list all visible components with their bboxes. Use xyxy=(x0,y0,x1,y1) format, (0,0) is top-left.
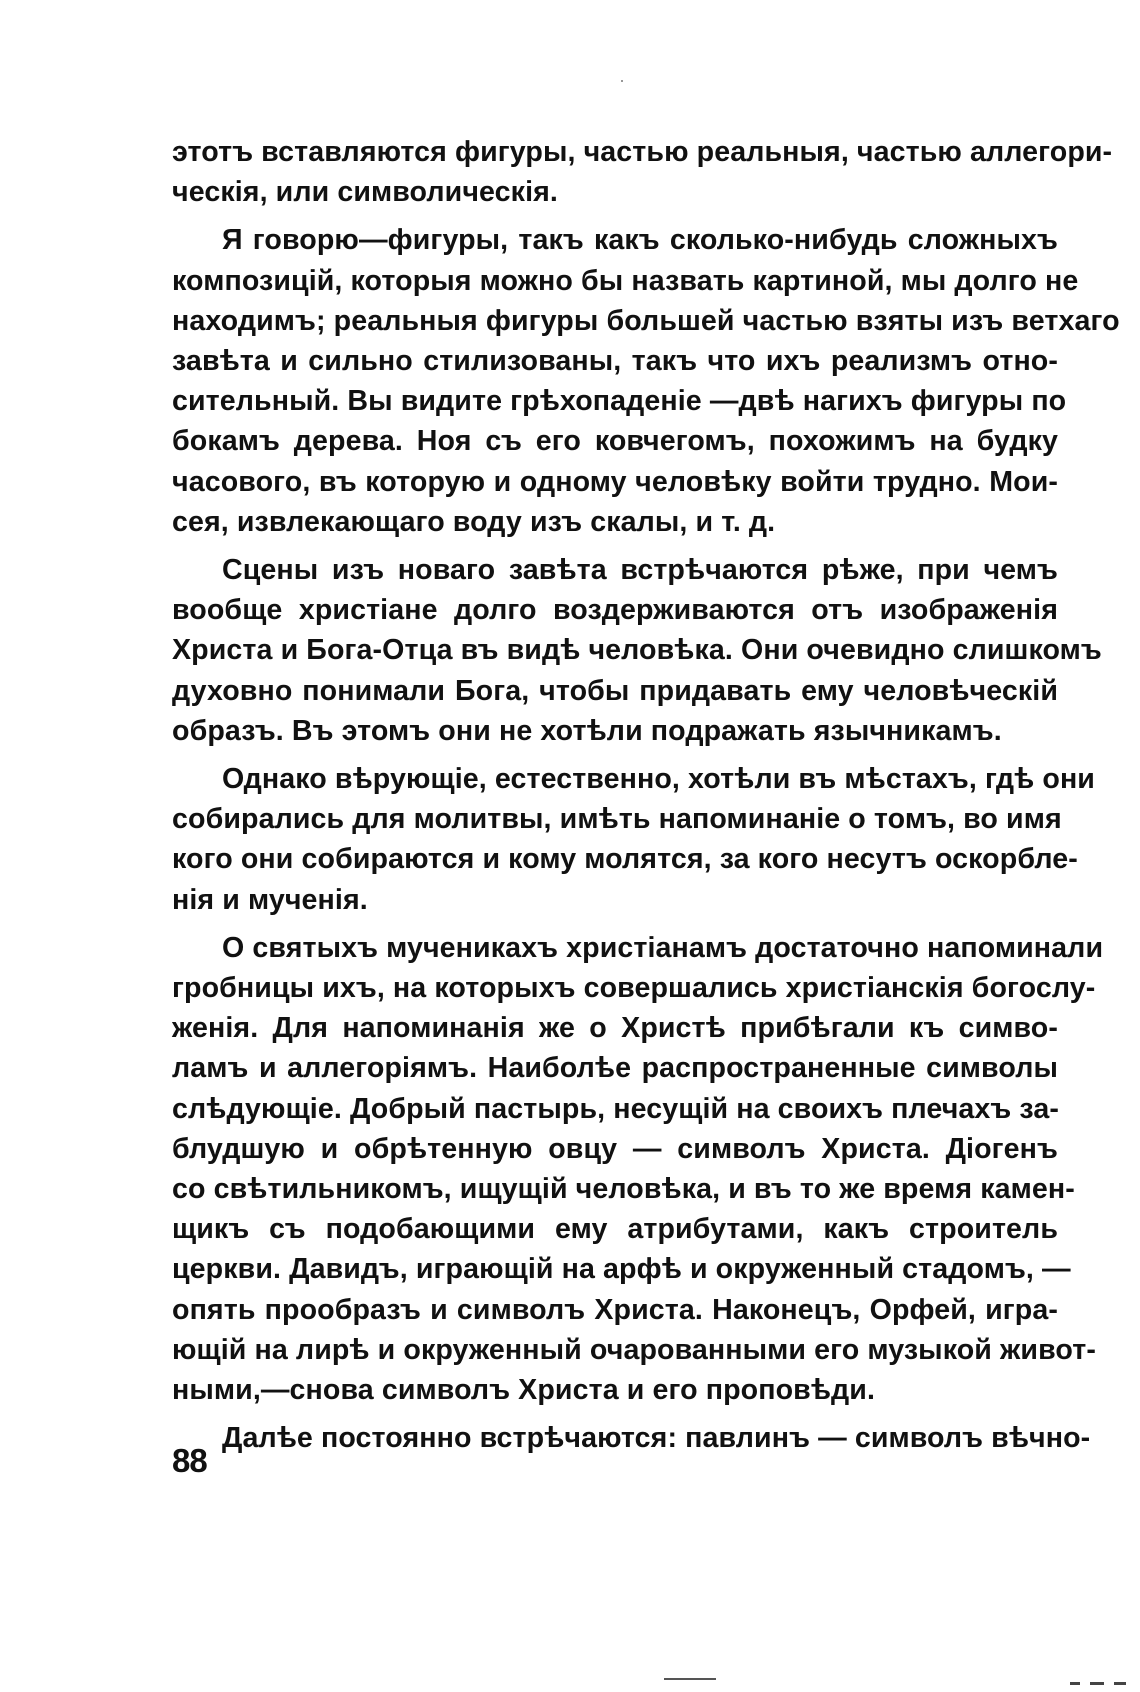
paragraph xyxy=(172,550,1102,751)
text-line: образъ. Въ этомъ они не хотѣли подражать язычникамъ. xyxy=(172,714,1002,747)
text-line: сея, извлекающаго воду изъ скалы, и т. д. xyxy=(172,505,776,538)
scan-mark-dash xyxy=(1090,1682,1104,1685)
text-line: Однако вѣрующіе, естественно, хотѣли въ мѣстахъ, гдѣ они xyxy=(222,763,1095,796)
text-line: нія и мученія. xyxy=(172,883,368,916)
paragraph xyxy=(172,1418,1091,1458)
text-line: собирались для молитвы, имѣть напоминаніе о томъ, во имя xyxy=(172,803,1062,836)
text-line: находимъ; реальныя фигуры большей частью взяты изъ ветхаго xyxy=(172,304,1120,337)
scan-mark-dash xyxy=(1114,1682,1126,1685)
text-line: ными,—снова символъ Христа и его проповѣди. xyxy=(172,1374,876,1407)
text-line: О святыхъ мученикахъ христіанамъ достаточно напоминали xyxy=(222,931,1104,964)
text-line: Христа и Бога-Отца въ видѣ человѣка. Они очевидно слишкомъ xyxy=(172,634,1102,667)
scan-mark-line xyxy=(664,1678,716,1680)
text-line: блудшую и обрѣтенную овцу — символъ Христа. Діогенъ xyxy=(172,1132,1058,1165)
text-line: ламъ и аллегоріямъ. Наиболѣе распространенные символы xyxy=(172,1052,1058,1085)
body-text xyxy=(172,132,1120,1459)
paragraph xyxy=(172,928,1104,1410)
paragraph xyxy=(172,220,1120,542)
text-line: духовно понимали Бога, чтобы придавать ему человѣческій xyxy=(172,674,1058,707)
text-line: ющій на лирѣ и окруженный очарованными его музыкой живот- xyxy=(172,1333,1096,1366)
text-line: бокамъ дерева. Ноя съ его ковчегомъ, похожимъ на будку xyxy=(172,425,1058,458)
text-line: Я говорю—фигуры, такъ какъ сколько-нибудь сложныхъ xyxy=(222,224,1058,257)
text-line: сительный. Вы видите грѣхопаденіе —двѣ нагихъ фигуры по xyxy=(172,385,1067,418)
scan-mark-dash xyxy=(1070,1682,1080,1685)
paragraph xyxy=(172,759,1095,920)
text-line: часового, въ которую и одному человѣку войти трудно. Мои- xyxy=(172,465,1058,498)
text-line: этотъ вставляются фигуры, частью реальныя, частью аллегори- xyxy=(172,136,1113,168)
text-line: завѣта и сильно стилизованы, такъ что ихъ реализмъ отно- xyxy=(172,345,1058,378)
text-line: ческія, или символическія. xyxy=(172,176,558,209)
text-line: кого они собираются и кому молятся, за кого несутъ оскорбле- xyxy=(172,843,1078,876)
paragraph xyxy=(172,132,1113,212)
text-line: слѣдующіе. Добрый пастырь, несущій на своихъ плечахъ за- xyxy=(172,1092,1059,1125)
text-line: гробницы ихъ, на которыхъ совершались христіанскія богослу- xyxy=(172,972,1096,1005)
text-line: щикъ съ подобающими ему атрибутами, какъ строитель xyxy=(172,1213,1058,1246)
page-number: 88 xyxy=(172,1442,207,1479)
print-speck xyxy=(621,80,623,82)
text-line: Далѣе постоянно встрѣчаются: павлинъ — символъ вѣчно- xyxy=(222,1422,1091,1455)
text-line: вообще христіане долго воздерживаются отъ изображенія xyxy=(172,594,1058,627)
text-line: со свѣтильникомъ, ищущій человѣка, и въ то же время камен- xyxy=(172,1173,1075,1206)
text-line: опять прообразъ и символъ Христа. Наконецъ, Орфей, игра- xyxy=(172,1293,1058,1326)
text-line: женія. Для напоминанія же о Христѣ прибѣгали къ симво- xyxy=(172,1012,1058,1045)
text-line: композицій, которыя можно бы назвать картиной, мы долго не xyxy=(172,264,1079,297)
text-line: церкви. Давидъ, играющій на арфѣ и окруженный стадомъ, — xyxy=(172,1253,1071,1286)
text-line: Сцены изъ новаго завѣта встрѣчаются рѣже, при чемъ xyxy=(222,554,1058,587)
